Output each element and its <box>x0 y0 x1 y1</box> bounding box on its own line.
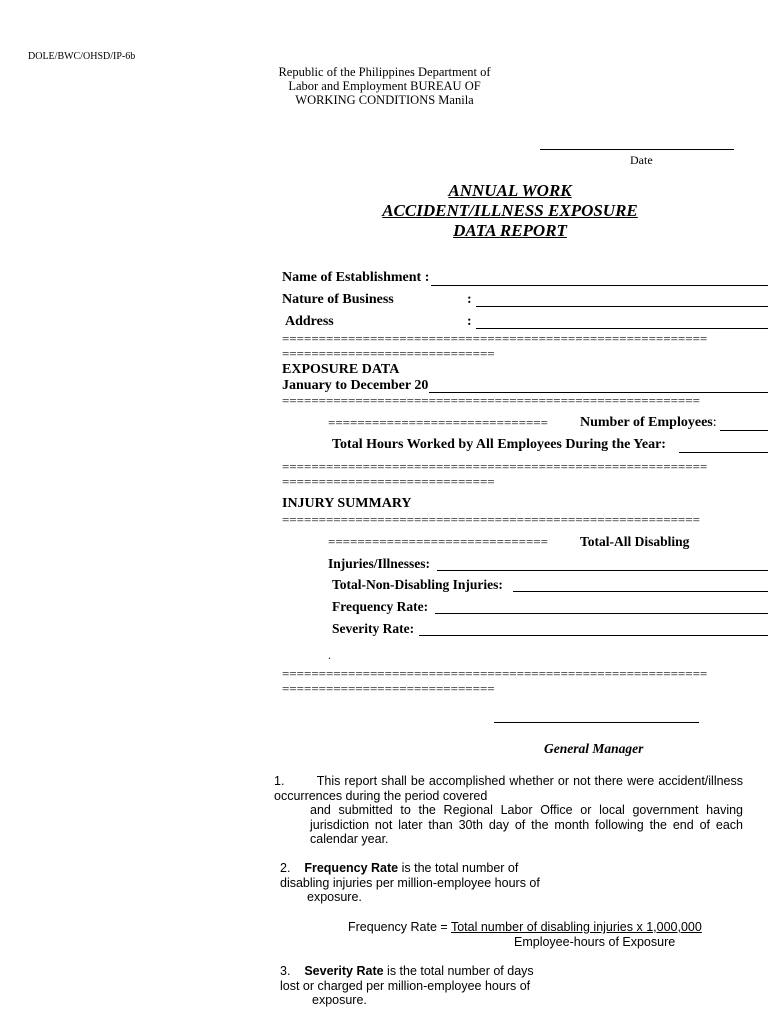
period-label: January to December 20 <box>282 378 429 393</box>
general-manager-label: General Manager <box>544 741 644 756</box>
agency-line-1: Republic of the Philippines Department of <box>278 65 491 79</box>
employees-label-text: Number of Employees <box>580 415 713 430</box>
separator: ========================================================= <box>282 393 700 408</box>
number-of-employees-field[interactable] <box>720 430 768 431</box>
note-3-line-1 <box>280 964 534 979</box>
signature-line[interactable] <box>494 722 699 723</box>
separator: ========================================================== <box>282 331 708 346</box>
date-label: Date <box>630 153 653 167</box>
note-1-text-a: This report shall be accomplished whether or not there were accident/illness occurrences during the period covered <box>274 774 743 803</box>
separator: ============================= <box>282 346 495 361</box>
form-code: DOLE/BWC/OHSD/IP-6b <box>28 51 136 62</box>
separator: ========================================================== <box>282 459 708 474</box>
agency-line-3: WORKING CONDITIONS Manila <box>295 93 474 107</box>
date-field-line[interactable] <box>540 149 734 150</box>
note-2-number: 2. <box>280 861 291 875</box>
employees-colon: : <box>712 415 717 430</box>
formula-prefix: Frequency Rate = <box>348 920 451 934</box>
separator: ========================================================== <box>282 666 708 681</box>
issuing-agency <box>262 65 507 107</box>
severity-rate-field[interactable] <box>419 635 768 636</box>
note-3-text-a: is the total number of days <box>383 964 534 978</box>
nature-of-business-field[interactable] <box>476 306 768 307</box>
note-1-number: 1. <box>274 774 285 788</box>
note-2-text-c: exposure. <box>307 890 362 904</box>
agency-line-2: Labor and Employment BUREAU OF <box>288 79 481 93</box>
note-3-number: 3. <box>280 964 291 978</box>
address-colon: : <box>467 314 472 329</box>
nature-of-business-label: Nature of Business <box>282 292 394 307</box>
separator-inline: ============================== <box>328 415 548 430</box>
note-3-text-c: exposure. <box>312 993 367 1007</box>
separator: ========================================================= <box>282 512 700 527</box>
title-line-3: DATA REPORT <box>453 221 567 240</box>
note-2-term: Frequency Rate <box>304 861 399 875</box>
severity-rate-label: Severity Rate: <box>332 621 415 636</box>
separator-inline: ============================== <box>328 534 548 549</box>
note-1 <box>274 774 743 803</box>
employees-label <box>580 415 717 431</box>
formula-numerator: Total number of disabling injuries x 1,000,000 <box>450 920 702 934</box>
address-label: Address <box>285 314 334 329</box>
frequency-rate-label: Frequency Rate: <box>332 599 429 614</box>
title-line-1: ANNUAL WORK <box>448 181 572 200</box>
disabling-label-a: Total-All Disabling <box>580 534 690 549</box>
hours-worked-label: Total Hours Worked by All Employees During the Year: <box>332 437 666 452</box>
stray-dot: . <box>328 648 331 662</box>
note-3-term: Severity Rate <box>304 964 384 978</box>
separator: ============================= <box>282 474 495 489</box>
hours-worked-field[interactable] <box>679 452 768 453</box>
note-2-text-a: is the total number of <box>398 861 519 875</box>
address-field[interactable] <box>476 328 768 329</box>
establishment-name-field[interactable] <box>431 285 768 286</box>
frequency-rate-field[interactable] <box>435 613 768 614</box>
establishment-name-label: Name of Establishment : <box>282 270 430 285</box>
disabling-label-b: Injuries/Illnesses: <box>328 556 431 571</box>
non-disabling-injuries-field[interactable] <box>513 591 768 592</box>
injury-summary-heading: INJURY SUMMARY <box>282 496 412 511</box>
note-2-text-b: disabling injuries per million-employee hours of <box>280 876 540 890</box>
note-3-text-b: lost or charged per million-employee hours of <box>280 979 531 993</box>
separator: ============================= <box>282 681 495 696</box>
frequency-formula <box>348 920 702 935</box>
formula-denominator: Employee-hours of Exposure <box>514 935 676 949</box>
exposure-data-heading: EXPOSURE DATA <box>282 362 400 377</box>
disabling-injuries-field[interactable] <box>437 570 768 571</box>
note-2-line-1 <box>280 861 518 876</box>
nature-colon: : <box>467 292 472 307</box>
note-1-text-b: and submitted to the Regional Labor Office or local government having jurisdiction not later than 30th day of the month following the end of each calendar year. <box>310 803 743 846</box>
title-line-2: ACCIDENT/ILLNESS EXPOSURE <box>382 201 638 220</box>
non-disabling-label: Total-Non-Disabling Injuries: <box>332 577 503 592</box>
